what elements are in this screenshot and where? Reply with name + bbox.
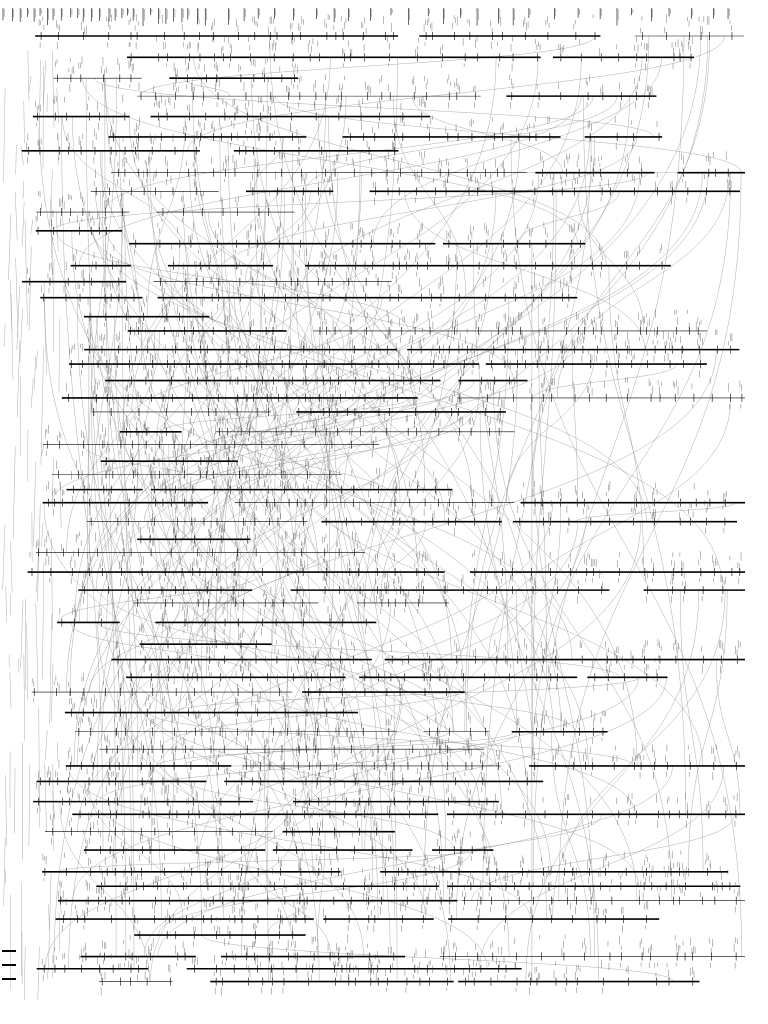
connector — [184, 173, 539, 540]
connector — [53, 173, 648, 231]
connector — [23, 181, 24, 199]
connector — [71, 622, 252, 677]
connector — [511, 137, 742, 957]
connector — [3, 525, 5, 590]
connector — [98, 381, 248, 623]
connector — [21, 600, 23, 667]
connector — [16, 145, 17, 175]
connector — [480, 766, 724, 969]
connector — [180, 57, 538, 489]
connector — [572, 331, 578, 503]
connector — [151, 461, 219, 901]
connector — [39, 708, 40, 828]
connector — [164, 766, 454, 850]
connector — [483, 173, 554, 901]
connector — [78, 603, 259, 832]
connector — [6, 775, 7, 845]
connector — [306, 677, 639, 814]
connector — [228, 137, 373, 886]
connector — [252, 78, 420, 603]
connector — [57, 88, 59, 123]
connector — [87, 317, 89, 623]
connector — [6, 587, 7, 623]
connector — [265, 749, 269, 981]
connector — [84, 445, 221, 490]
connector — [20, 308, 23, 362]
connector — [24, 101, 25, 143]
connector — [132, 244, 180, 412]
connector — [44, 281, 46, 374]
connector — [188, 36, 725, 151]
connector — [420, 814, 602, 871]
connector — [183, 266, 445, 522]
connector — [114, 317, 164, 802]
connector — [24, 655, 25, 741]
horizontal-tracks — [22, 32, 745, 986]
connector — [42, 562, 43, 679]
connector — [90, 603, 180, 692]
connector — [150, 713, 634, 766]
connector — [29, 76, 31, 92]
connector — [559, 173, 741, 901]
connector — [3, 87, 5, 181]
connector — [472, 814, 735, 900]
connector — [11, 541, 13, 592]
connector — [50, 614, 52, 724]
connector — [56, 231, 408, 331]
connector — [201, 282, 229, 692]
connector — [256, 282, 276, 331]
connector — [17, 341, 20, 417]
connector — [473, 244, 508, 660]
connector — [107, 364, 171, 622]
connector — [43, 61, 46, 107]
connector — [33, 462, 35, 547]
connector — [11, 294, 13, 379]
connector — [79, 96, 581, 266]
connector — [90, 317, 572, 660]
connector — [518, 191, 619, 243]
connector — [88, 212, 646, 522]
connector — [100, 191, 101, 230]
connector — [243, 191, 496, 622]
connector — [341, 552, 489, 886]
connector — [13, 447, 15, 539]
connector — [15, 191, 17, 240]
connector — [27, 623, 28, 700]
connector — [123, 57, 331, 431]
connector — [10, 672, 11, 708]
connector — [138, 432, 293, 766]
connector — [174, 677, 640, 712]
connector — [5, 870, 6, 884]
connector — [50, 170, 53, 225]
connector — [45, 730, 47, 760]
connector — [106, 622, 338, 850]
connector — [84, 781, 487, 968]
connector — [31, 219, 33, 234]
connector — [150, 151, 228, 623]
connector — [39, 117, 322, 832]
connector — [106, 78, 142, 364]
connector — [385, 677, 575, 731]
connector — [34, 356, 35, 389]
connector — [93, 552, 241, 781]
connector — [25, 220, 27, 325]
connector — [51, 199, 53, 284]
connector — [36, 351, 37, 369]
connector — [56, 212, 58, 252]
connector — [77, 137, 595, 766]
connector — [37, 504, 40, 601]
connector — [526, 590, 699, 981]
connector — [95, 191, 722, 590]
connector — [58, 850, 478, 872]
connector — [489, 398, 731, 660]
connector — [243, 522, 641, 901]
connector — [45, 763, 47, 832]
connector — [52, 458, 54, 508]
connector — [429, 503, 588, 782]
connector — [41, 444, 44, 456]
connector — [53, 259, 54, 351]
connector — [41, 523, 43, 547]
connector — [234, 381, 462, 462]
connector — [202, 935, 674, 981]
connector — [28, 51, 29, 101]
connector — [405, 191, 645, 349]
connector — [293, 244, 386, 732]
connector — [121, 461, 187, 814]
connector — [22, 202, 24, 247]
connector — [58, 134, 59, 165]
connector — [329, 117, 517, 732]
connector — [254, 78, 267, 572]
connector — [148, 503, 317, 692]
connector — [59, 319, 60, 392]
connector — [95, 78, 654, 137]
connector — [8, 214, 10, 280]
connector — [29, 247, 31, 331]
connector — [183, 282, 240, 590]
connector — [268, 901, 304, 935]
connector — [275, 96, 741, 173]
connector — [159, 850, 472, 935]
connector — [412, 96, 563, 173]
connector-lines — [3, 36, 742, 1000]
connector — [70, 331, 155, 692]
connector — [267, 151, 293, 886]
connector — [609, 266, 644, 572]
connector — [373, 57, 661, 243]
connector — [330, 57, 397, 692]
connector — [16, 258, 18, 338]
connector — [381, 381, 480, 603]
connector — [270, 36, 535, 677]
connector — [62, 117, 103, 851]
connector — [53, 764, 54, 851]
connector — [394, 692, 397, 981]
connector — [105, 78, 116, 956]
connector — [141, 36, 595, 96]
connector — [220, 660, 636, 815]
header-tick-row — [3, 8, 729, 26]
connector — [424, 350, 518, 901]
connector — [14, 769, 15, 834]
connector — [72, 231, 318, 766]
connector — [465, 298, 509, 732]
connector — [89, 191, 123, 572]
connector — [553, 590, 726, 919]
connector — [31, 379, 33, 408]
connector — [39, 60, 41, 151]
connector — [29, 765, 30, 847]
connector — [48, 904, 49, 930]
connector — [57, 742, 58, 761]
connector — [329, 398, 330, 590]
connector — [208, 212, 344, 350]
connector — [534, 364, 677, 398]
connector — [98, 622, 619, 677]
connector — [583, 96, 685, 814]
connector — [21, 147, 23, 165]
connector — [27, 430, 28, 482]
connector — [122, 660, 426, 919]
connector — [36, 603, 38, 691]
connector — [90, 572, 447, 732]
connector — [4, 323, 5, 346]
connector — [59, 912, 60, 950]
connector — [533, 36, 684, 886]
connector — [365, 677, 403, 850]
connector — [96, 173, 708, 590]
connector — [105, 231, 553, 732]
connector — [113, 36, 708, 872]
connector — [51, 664, 53, 721]
connector — [716, 660, 740, 815]
connector — [105, 96, 593, 212]
